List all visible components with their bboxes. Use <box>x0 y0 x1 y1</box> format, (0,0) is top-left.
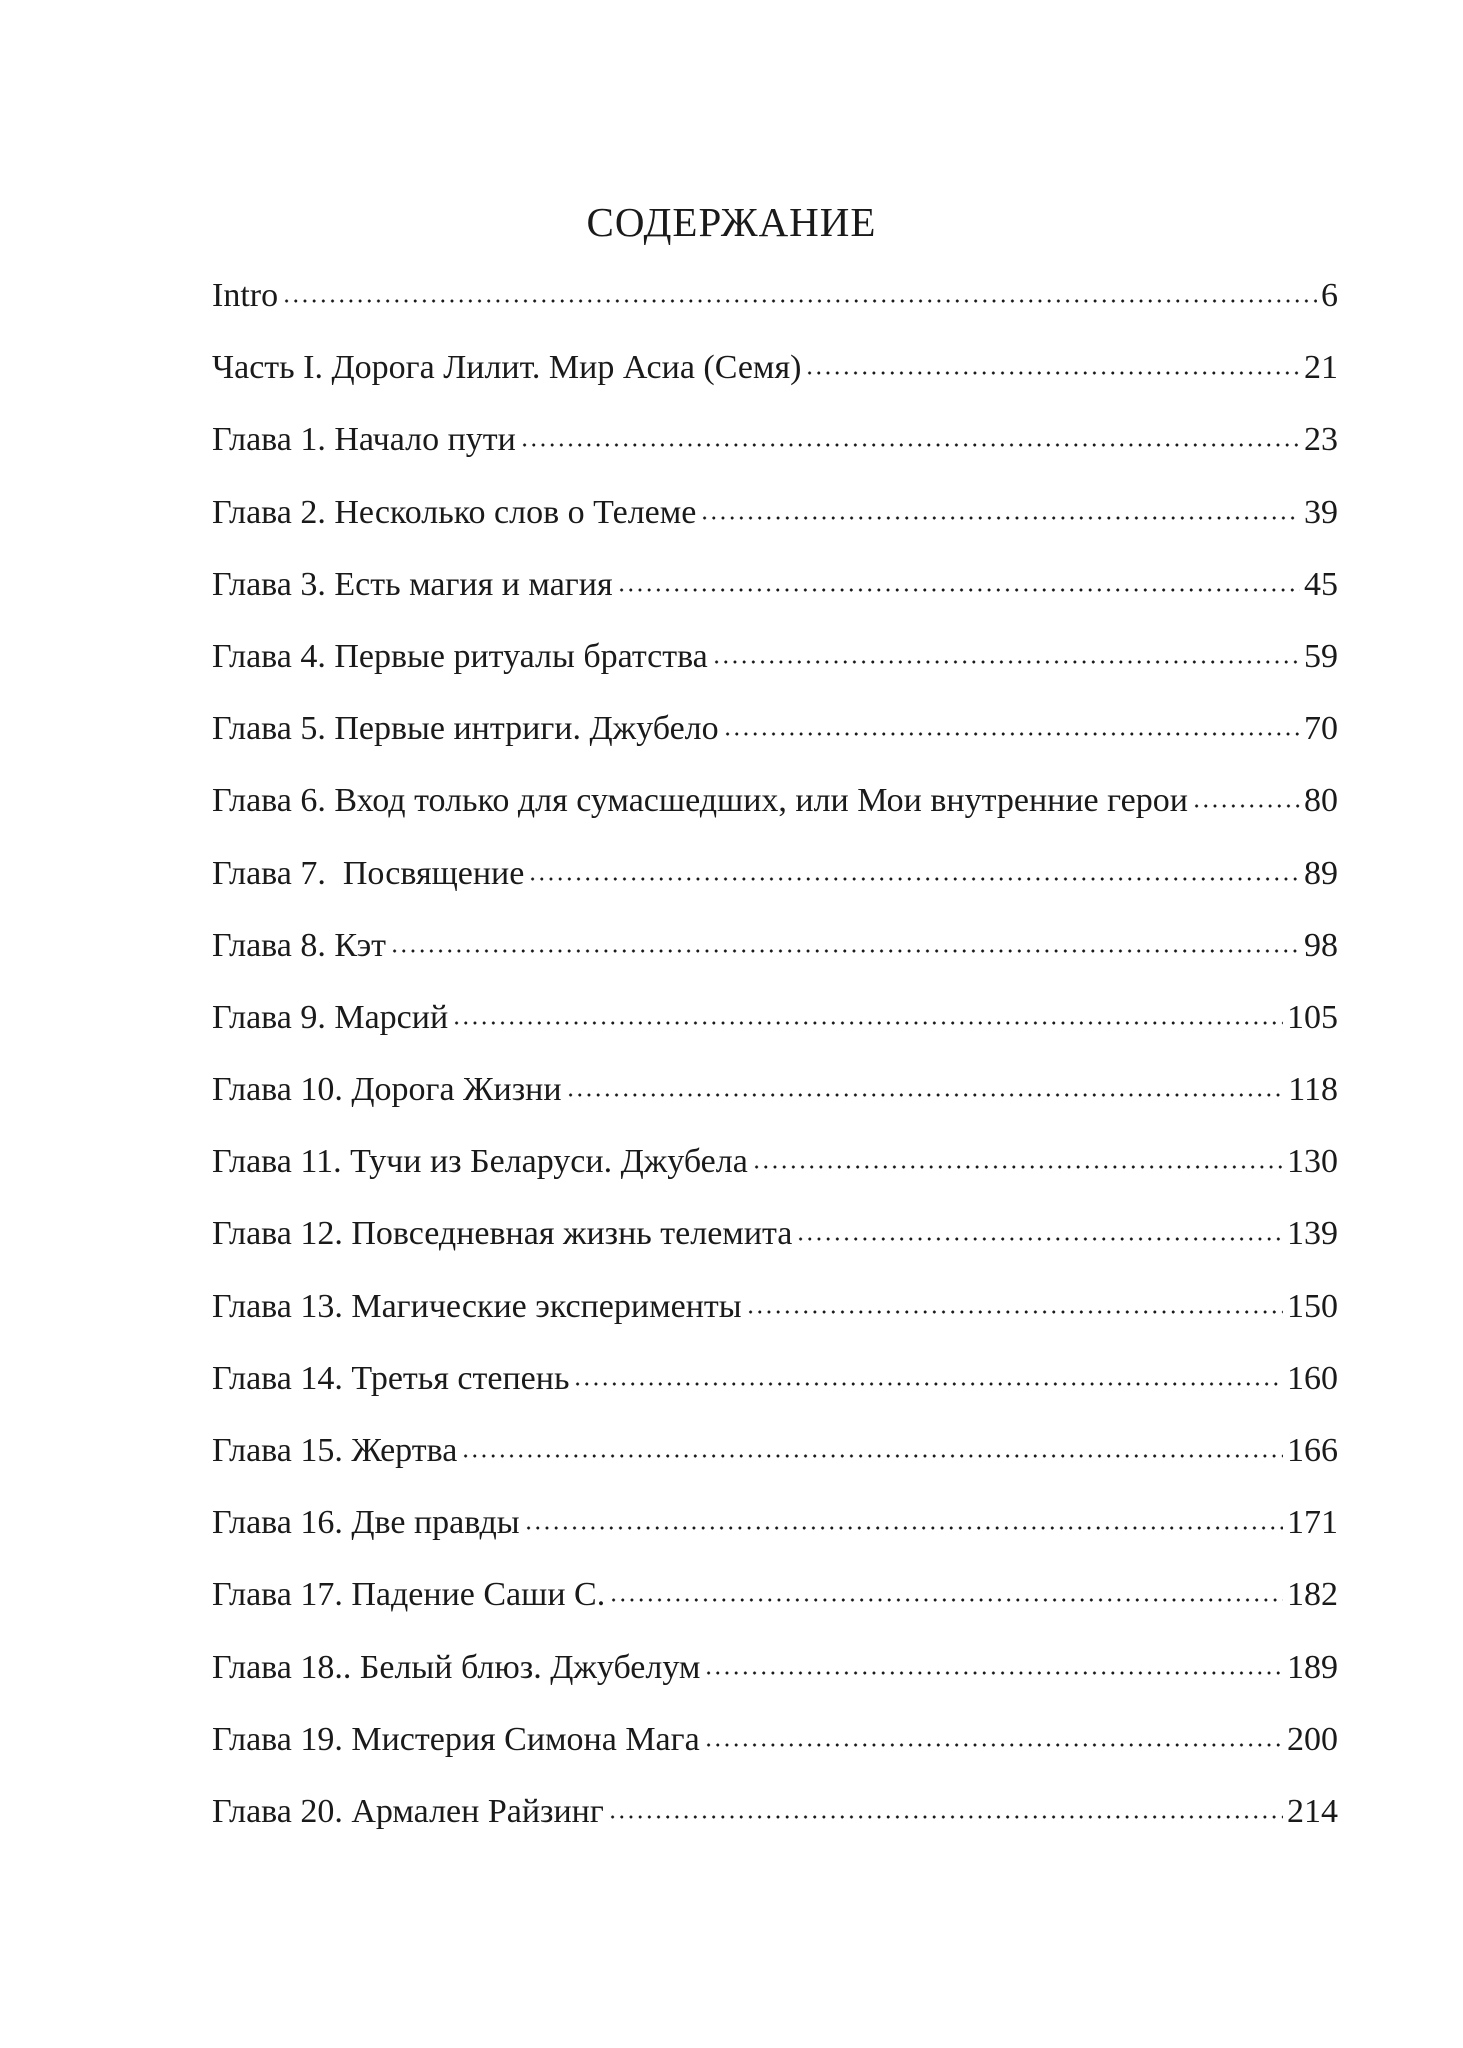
toc-entry <box>212 412 1338 484</box>
toc-entry <box>212 1495 1338 1567</box>
toc-entry-page-number: 160 <box>1287 1359 1338 1397</box>
toc-entry-label: Глава 5. Первые интриги. Джубело <box>212 710 719 748</box>
toc-entry-page-number: 171 <box>1287 1504 1338 1542</box>
toc-entry-label: Глава 17. Падение Саши С. <box>212 1576 606 1614</box>
toc-entry-page-number: 189 <box>1287 1648 1338 1686</box>
toc-entry-label: Глава 15. Жертва <box>212 1432 458 1469</box>
toc-entry <box>212 1351 1338 1423</box>
toc-entry <box>212 629 1338 701</box>
toc-entry-page-number: 39 <box>1304 493 1338 531</box>
toc-entry <box>212 1062 1338 1134</box>
dot-leader <box>528 876 1300 882</box>
toc-entry-label: Глава 10. Дорога Жизни <box>212 1071 562 1109</box>
dot-leader <box>390 948 1300 954</box>
toc-entry <box>212 1712 1338 1784</box>
toc-entry <box>212 1567 1338 1639</box>
toc-entry <box>212 1206 1338 1278</box>
dot-leader <box>282 298 1317 304</box>
toc-entry <box>212 340 1338 412</box>
toc-entry-page-number: 6 <box>1321 277 1338 314</box>
toc-entry-page-number: 214 <box>1287 1792 1338 1830</box>
toc-entry-label: Глава 3. Есть магия и магия <box>212 565 613 603</box>
toc-entry-page-number: 200 <box>1287 1720 1338 1758</box>
toc-entry-label: Глава 4. Первые ритуалы братства <box>212 637 708 675</box>
toc-entry-label: Intro <box>212 277 279 314</box>
dot-leader <box>608 1814 1283 1820</box>
toc-entry <box>212 557 1338 629</box>
dot-leader <box>723 731 1300 737</box>
toc-entry-label: Глава 9. Марсий <box>212 998 449 1036</box>
page-title: СОДЕРЖАНИЕ <box>586 199 877 245</box>
toc-entry-label: Глава 20. Армален Райзинг <box>212 1792 604 1830</box>
dot-leader <box>617 587 1300 593</box>
toc-entry-page-number: 118 <box>1288 1071 1338 1109</box>
toc-entry-page-number: 150 <box>1287 1287 1338 1325</box>
toc-entry <box>212 1279 1338 1351</box>
dot-leader <box>520 442 1300 448</box>
toc-entry <box>212 846 1338 918</box>
toc-entry <box>212 485 1338 557</box>
toc-entry-label: Глава 18.. Белый блюз. Джубелум <box>212 1648 701 1686</box>
toc-entry-page-number: 139 <box>1287 1215 1338 1253</box>
toc-entry-page-number: 23 <box>1304 421 1338 459</box>
dot-leader <box>752 1164 1283 1170</box>
toc-entry-label: Глава 7. Посвящение <box>212 854 525 892</box>
toc-entry <box>212 773 1338 845</box>
dot-leader <box>805 370 1300 376</box>
toc-entry-label: Глава 13. Магические эксперименты <box>212 1287 742 1325</box>
dot-leader <box>704 1670 1283 1676</box>
toc-entry-label: Глава 8. Кэт <box>212 926 387 964</box>
toc-entry <box>212 701 1338 773</box>
toc-entry-label: Глава 11. Тучи из Беларуси. Джубела <box>212 1143 748 1181</box>
toc-entry <box>212 1784 1338 1856</box>
toc-entry-page-number: 21 <box>1304 349 1338 387</box>
dot-leader <box>524 1525 1283 1531</box>
table-of-contents <box>212 268 1338 1856</box>
toc-entry-label: Глава 2. Несколько слов о Телеме <box>212 493 697 531</box>
dot-leader <box>566 1092 1285 1098</box>
dot-leader <box>461 1453 1283 1459</box>
toc-entry-page-number: 105 <box>1287 998 1338 1036</box>
toc-entry-label: Глава 14. Третья степень <box>212 1359 570 1397</box>
dot-leader <box>1192 803 1300 809</box>
dot-leader <box>704 1742 1283 1748</box>
toc-entry <box>212 1423 1338 1495</box>
dot-leader <box>746 1309 1283 1315</box>
toc-entry <box>212 990 1338 1062</box>
dot-leader <box>796 1236 1283 1242</box>
toc-entry-page-number: 80 <box>1304 782 1338 820</box>
dot-leader <box>712 659 1300 665</box>
toc-entry-page-number: 70 <box>1304 710 1338 748</box>
toc-entry-page-number: 89 <box>1304 854 1338 892</box>
toc-entry-page-number: 166 <box>1287 1432 1338 1469</box>
toc-entry-page-number: 130 <box>1287 1143 1338 1181</box>
toc-entry-label: Глава 12. Повседневная жизнь телемита <box>212 1215 793 1253</box>
toc-entry-label: Глава 6. Вход только для сумасшедших, или Мои внутренние герои <box>212 782 1188 820</box>
dot-leader <box>609 1597 1283 1603</box>
toc-entry-page-number: 182 <box>1287 1576 1338 1614</box>
toc-entry-label: Глава 16. Две правды <box>212 1504 520 1542</box>
dot-leader <box>700 515 1300 521</box>
toc-entry-page-number: 98 <box>1304 926 1338 964</box>
dot-leader <box>573 1381 1283 1387</box>
toc-entry <box>212 268 1338 340</box>
toc-entry-page-number: 59 <box>1304 637 1338 675</box>
toc-entry <box>212 918 1338 990</box>
toc-entry-page-number: 45 <box>1304 565 1338 603</box>
toc-entry <box>212 1134 1338 1206</box>
toc-entry-label: Часть I. Дорога Лилит. Мир Асиа (Семя) <box>212 349 802 387</box>
toc-entry <box>212 1640 1338 1712</box>
toc-entry-label: Глава 19. Мистерия Симона Мага <box>212 1720 700 1758</box>
toc-entry-label: Глава 1. Начало пути <box>212 421 516 459</box>
dot-leader <box>452 1020 1283 1026</box>
